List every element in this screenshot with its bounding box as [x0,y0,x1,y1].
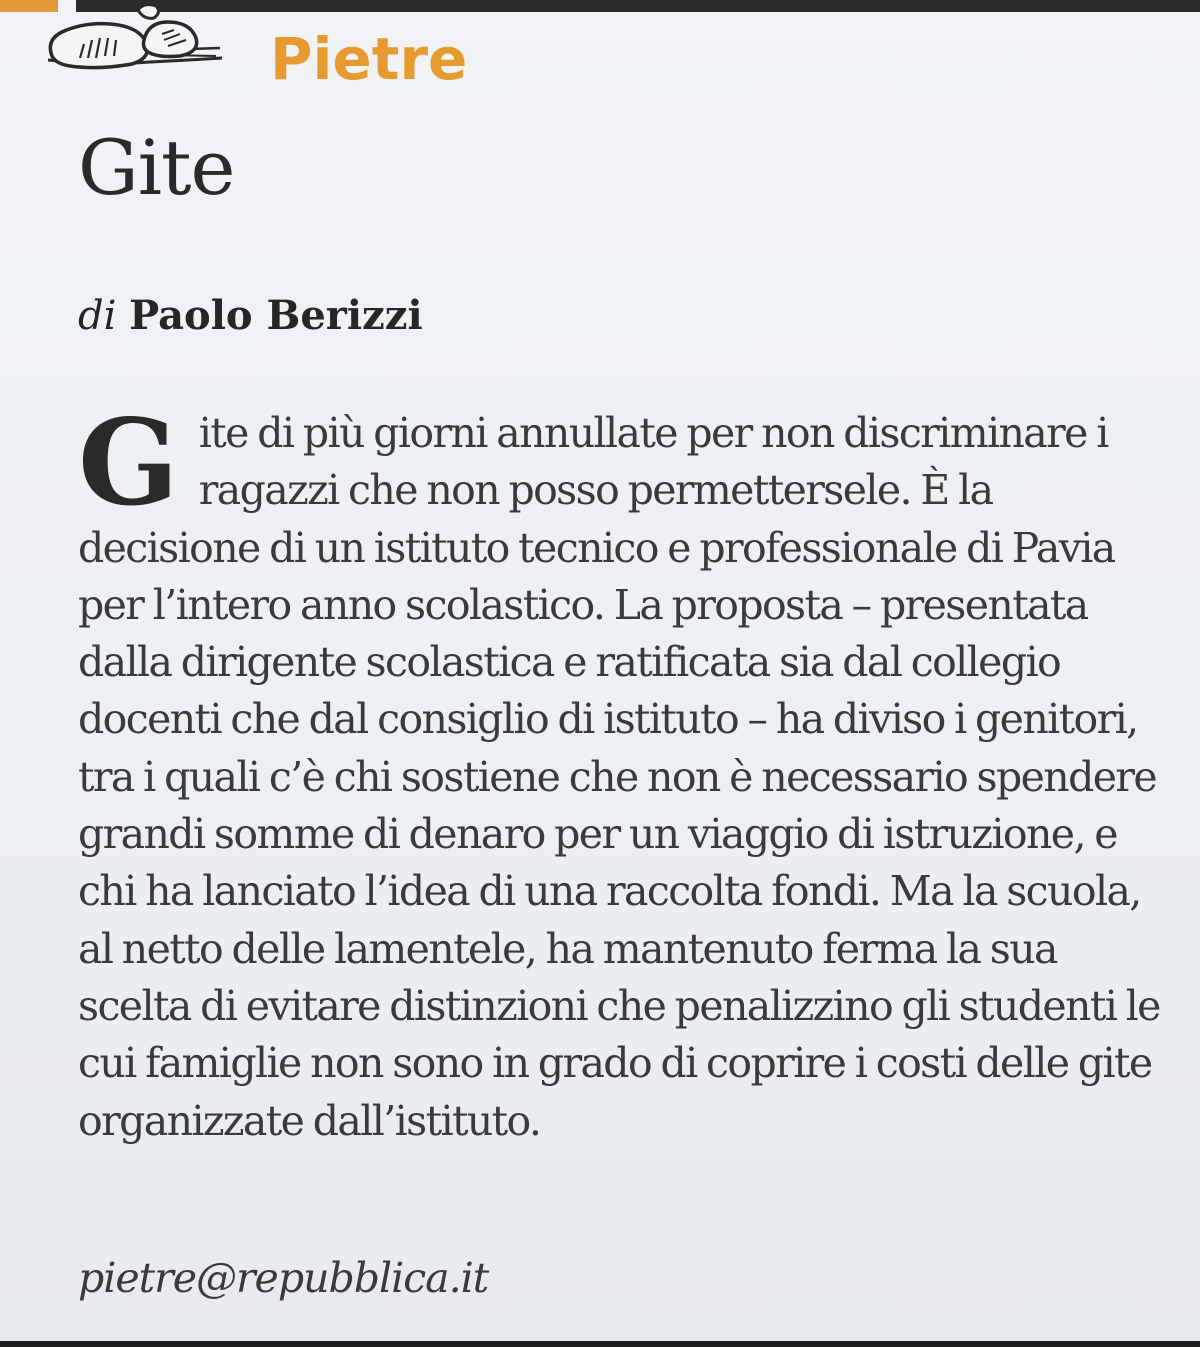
contact-email[interactable]: pietre@repubblica.it [78,1254,489,1302]
drop-cap: G [78,393,179,532]
stones-icon [40,0,230,80]
author-name: Paolo Berizzi [129,292,423,339]
article-body [78,393,1168,1150]
column-name: Pietre [270,25,468,93]
byline-prefix: di [78,293,117,339]
byline [78,292,423,339]
article-title: Gite [78,123,235,212]
article-text: ite di più giorni annullate per non discriminare i ragazzi che non posso permettersele. È la decisione di un istituto tecnico e professionale di Pavia per l’intero anno scolastico. La proposta – presentata dalla dirigente scolastica e ratificata sia dal collegio docenti che dal consiglio di istituto – ha diviso i genitori, tra i quali c’è chi sostiene che non è necessario spendere grandi somme di denaro per un viaggio di istruzione, e chi ha lanciato l’idea di una raccolta fondi. Ma la scuola, al netto delle lamentele, ha mantenuto ferma la sua scelta di evitare distinzioni che penalizzino gli studenti le cui famiglie non sono in grado di coprire i costi delle gite organizzate dall’istituto. [78,409,1160,1145]
bottom-rule [0,1341,1200,1347]
